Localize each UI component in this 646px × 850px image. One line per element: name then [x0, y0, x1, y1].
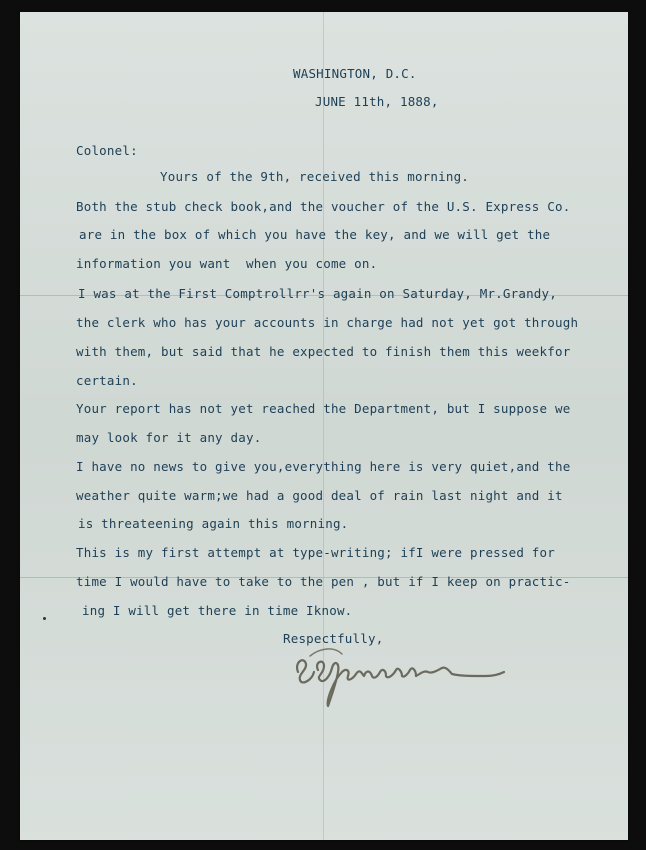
body-line: Your report has not yet reached the Department, but I suppose we [76, 401, 571, 416]
closing: Respectfully, [283, 631, 384, 646]
body-line: This is my first attempt at type-writing; ifI were pressed for [76, 545, 555, 560]
fold-line [323, 12, 324, 840]
body-line: Yours of the 9th, received this morning. [160, 169, 470, 184]
body-line: information you want when you come on. [76, 256, 378, 271]
body-line: ing I will get there in time Iknow. [82, 603, 353, 618]
body-line: weather quite warm;we had a good deal of rain last night and it [76, 488, 563, 503]
body-line: I was at the First Comptrollrr's again on Saturday, Mr.Grandy, [78, 286, 557, 301]
body-line: with them, but said that he expected to finish them this weekfor [76, 344, 571, 359]
signature [290, 640, 510, 710]
body-line: is threateening again this morning. [78, 516, 349, 531]
salutation: Colonel: [76, 143, 138, 158]
letter-paper [20, 12, 628, 840]
letter-date: JUNE 11th, 1888, [315, 94, 439, 109]
body-line: time I would have to take to the pen , but if I keep on practic- [76, 574, 571, 589]
ink-speck [43, 617, 46, 620]
body-line: the clerk who has your accounts in charge had not yet got through [76, 315, 579, 330]
letter-place: WASHINGTON, D.C. [293, 66, 417, 81]
body-line: Both the stub check book,and the voucher of the U.S. Express Co. [76, 199, 571, 214]
body-line: may look for it any day. [76, 430, 262, 445]
body-line: I have no news to give you,everything here is very quiet,and the [76, 459, 571, 474]
body-line: are in the box of which you have the key, and we will get the [79, 227, 551, 242]
body-line: certain. [76, 373, 138, 388]
